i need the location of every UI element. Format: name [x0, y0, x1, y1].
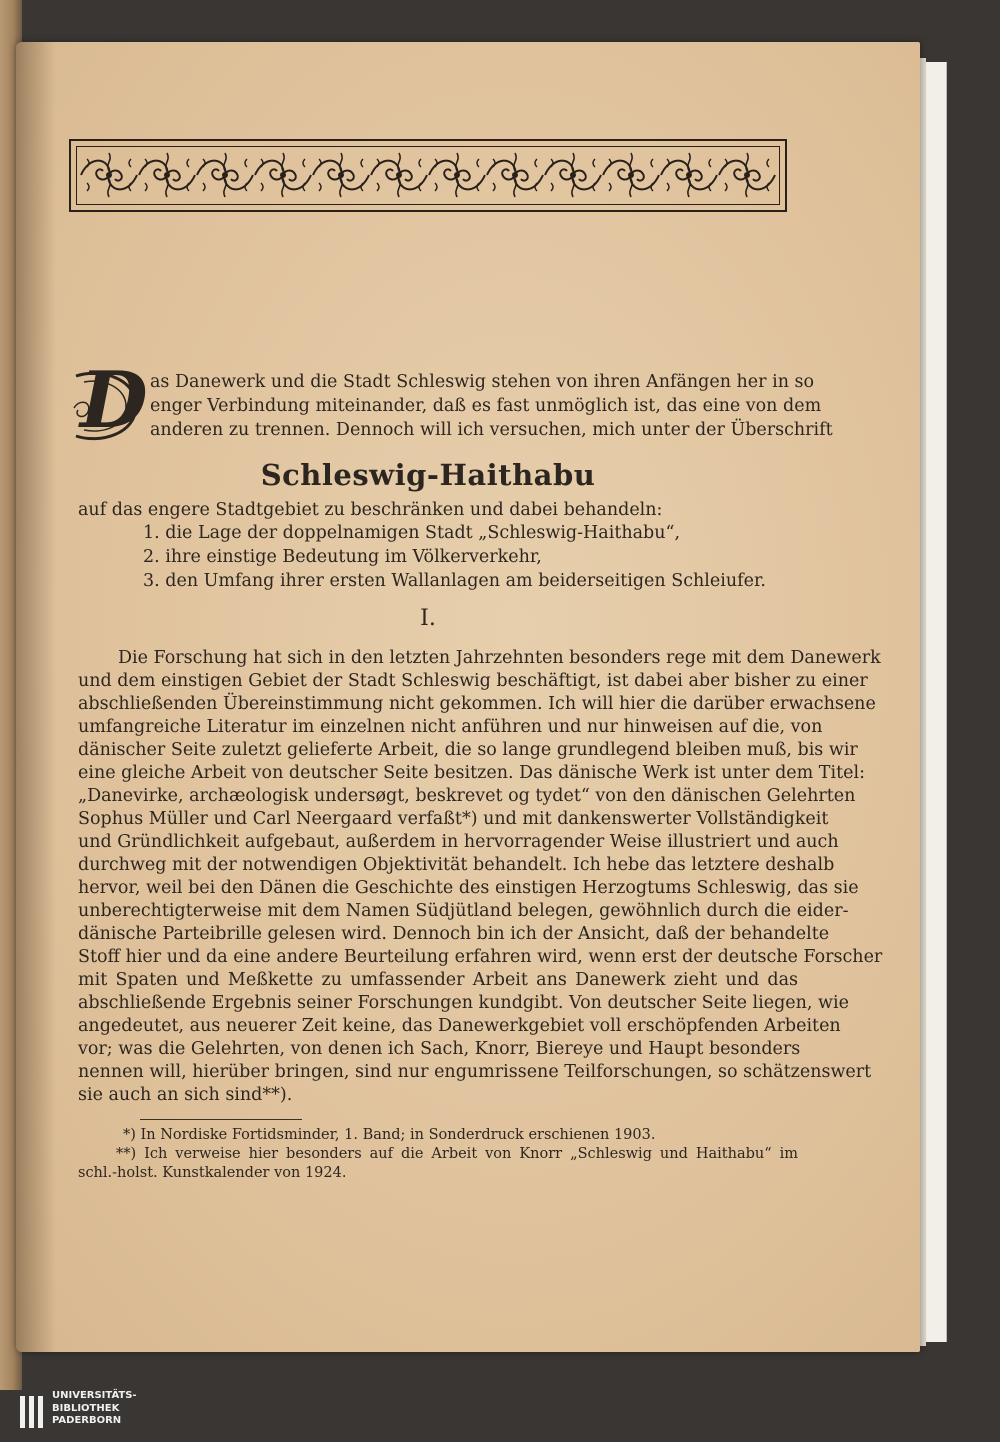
body-line-5: dänischer Seite zuletzt gelieferte Arbeit, die so lange grundlegend bleiben muß, bis wir	[78, 740, 858, 760]
body-line-13: dänische Parteibrille gelesen wird. Dennoch bin ich der Ansicht, daß der behandelte	[78, 924, 830, 944]
body-line-2: und dem einstigen Gebiet der Stadt Schleswig beschäftigt, ist dabei aber bisher zu einer	[78, 671, 868, 691]
body-line-20: sie auch an sich sind**).	[78, 1085, 293, 1105]
body-line-7: „Danevirke, archæologisk undersøgt, beskrevet og tydet“ von den dänischen Gelehrten	[78, 786, 856, 806]
body-line-12: unberechtigterweise mit dem Namen Südjütland belegen, gewöhnlich durch die eider-	[78, 901, 849, 921]
body-line-19: nennen will, hierüber bringen, sind nur engumrissene Teilforschungen, so schätzenswert	[78, 1062, 872, 1082]
page-stack-edge	[926, 62, 947, 1342]
library-name-line-1: UNIVERSITÄTS-	[52, 1390, 137, 1401]
list-item-1: 1. die Lage der doppelnamigen Stadt „Schleswig-Haithabu“,	[143, 523, 681, 543]
body-line-3: abschließenden Übereinstimmung nicht gekommen. Ich will hier die darüber erwachsene	[78, 694, 876, 714]
section-numeral: I.	[420, 606, 436, 631]
intro-line-3: anderen zu trennen. Dennoch will ich versuchen, mich unter der Überschrift	[150, 420, 833, 440]
initial-letter: D	[80, 355, 148, 446]
library-name	[52, 1390, 137, 1428]
body-line-6: eine gleiche Arbeit von deutscher Seite besitzen. Das dänische Werk ist unter dem Titel:	[78, 763, 865, 783]
body-line-17: angedeutet, aus neuerer Zeit keine, das Danewerkgebiet voll erschöpfenden Arbeiten	[78, 1016, 841, 1036]
footnote-1: *) In Nordiske Fortidsminder, 1. Band; in Sonderdruck erschienen 1903.	[123, 1127, 656, 1143]
footnote-2-continued: schl.-holst. Kunstkalender von 1924.	[78, 1165, 347, 1181]
library-name-line-2: BIBLIOTHEK	[52, 1402, 120, 1414]
body-line-11: hervor, weil bei den Dänen die Geschichte des einstigen Herzogtums Schleswig, das sie	[78, 878, 859, 898]
body-line-14: Stoff hier und da eine andere Beurteilung erfahren wird, wenn erst der deutsche Forscher	[78, 947, 883, 967]
body-line-1: Die Forschung hat sich in den letzten Jahrzehnten besonders rege mit dem Danewerk	[118, 648, 881, 668]
library-name-line-3: PADERBORN	[52, 1415, 122, 1426]
list-intro: auf das engere Stadtgebiet zu beschränken und dabei behandeln:	[78, 500, 663, 520]
footnote-rule	[140, 1119, 302, 1120]
ornament-vine-pattern	[79, 149, 777, 202]
list-item-2: 2. ihre einstige Bedeutung im Völkerverkehr,	[143, 547, 542, 567]
section-title: Schleswig-Haithabu	[260, 458, 596, 492]
body-line-15: mit Spaten und Meßkette zu umfassender Arbeit ans Danewerk zieht und das	[78, 970, 798, 990]
footnote-2: **) Ich verweise hier besonders auf die Arbeit von Knorr „Schleswig und Haithabu“ im	[116, 1146, 798, 1162]
ornamental-header-band	[69, 139, 787, 212]
intro-line-1: as Danewerk und die Stadt Schleswig stehen von ihren Anfängen her in so	[150, 372, 815, 392]
intro-line-2: enger Verbindung miteinander, daß es fast unmöglich ist, das eine von dem	[150, 396, 822, 416]
body-line-4: umfangreiche Literatur im einzelnen nicht anführen und nur hinweisen auf die, von	[78, 717, 823, 737]
body-line-16: abschließende Ergebnis seiner Forschungen kundgibt. Von deutscher Seite liegen, wie	[78, 993, 849, 1013]
decorative-initial	[70, 355, 148, 446]
list-item-3: 3. den Umfang ihrer ersten Wallanlagen am beiderseitigen Schleiufer.	[143, 571, 766, 591]
body-line-18: vor; was die Gelehrten, von denen ich Sach, Knorr, Biereye und Haupt besonders	[78, 1039, 801, 1059]
gutter-shadow	[16, 42, 56, 1352]
body-line-10: durchweg mit der notwendigen Objektivität behandelt. Ich hebe das letztere deshalb	[78, 855, 835, 875]
body-line-9: und Gründlichkeit aufgebaut, außerdem in hervorragender Weise illustriert und auch	[78, 832, 839, 852]
library-logo-icon	[18, 1390, 48, 1434]
body-line-8: Sophus Müller und Carl Neergaard verfaßt*) und mit dankenswerter Vollständigkeit	[78, 809, 829, 829]
